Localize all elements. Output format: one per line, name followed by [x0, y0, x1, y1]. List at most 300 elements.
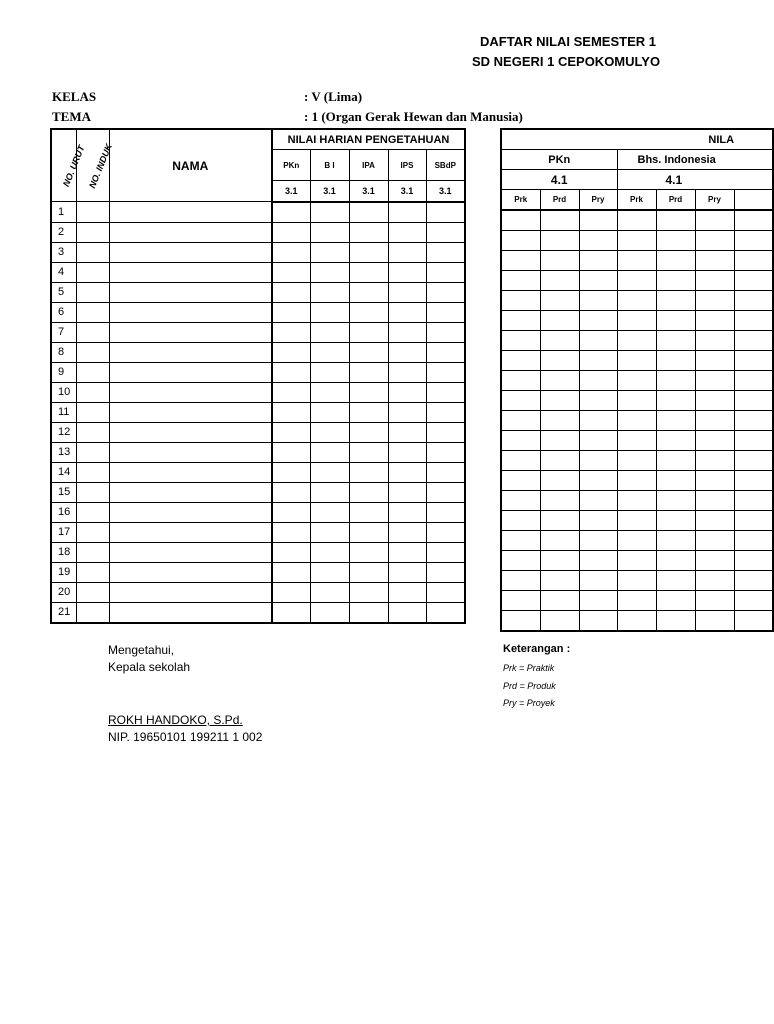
subcol-prk-2: Prk [617, 190, 656, 211]
grade-cell [656, 491, 695, 511]
grade-cell [310, 242, 349, 262]
table-row [501, 551, 773, 571]
grade-cell [579, 431, 617, 451]
grade-cell [734, 571, 773, 591]
grade-cell [310, 422, 349, 442]
grade-cell [734, 431, 773, 451]
grade-cell [695, 491, 734, 511]
no-induk-label: NO. INDUK [86, 141, 114, 190]
grade-cell [540, 331, 579, 351]
grade-cell [426, 422, 465, 442]
grade-cell [579, 391, 617, 411]
grade-cell [272, 202, 310, 223]
no-induk-cell [76, 542, 109, 562]
grade-cell [617, 551, 656, 571]
no-induk-cell [76, 482, 109, 502]
row-number: 20 [51, 582, 76, 602]
no-induk-cell [76, 382, 109, 402]
grade-cell [617, 471, 656, 491]
grade-cell [656, 231, 695, 251]
grade-cell [656, 351, 695, 371]
table-row [501, 351, 773, 371]
subcol-pry-2: Pry [695, 190, 734, 211]
kd-bi: 3.1 [310, 181, 349, 202]
table-row [51, 282, 465, 302]
grade-cell [272, 522, 310, 542]
grade-cell [734, 451, 773, 471]
table-row [51, 442, 465, 462]
grade-cell [734, 591, 773, 611]
nama-cell [109, 442, 272, 462]
no-induk-cell [76, 562, 109, 582]
grade-cell [734, 611, 773, 632]
grade-cell [656, 431, 695, 451]
grade-cell [388, 382, 426, 402]
grade-cell [349, 402, 388, 422]
subject-ips: IPS [388, 150, 426, 181]
table-row [501, 371, 773, 391]
subcol-prd-1: Prd [540, 190, 579, 211]
grade-cell [579, 511, 617, 531]
grade-cell [388, 262, 426, 282]
grade-cell [617, 431, 656, 451]
grade-cell [501, 331, 540, 351]
grade-cell [540, 391, 579, 411]
grade-cell [426, 242, 465, 262]
table-row [501, 471, 773, 491]
grade-cell [272, 282, 310, 302]
grade-cell [540, 571, 579, 591]
grade-cell [388, 362, 426, 382]
nama-cell [109, 362, 272, 382]
grade-cell [501, 351, 540, 371]
grade-cell [540, 451, 579, 471]
table-row [501, 451, 773, 471]
grade-cell [540, 431, 579, 451]
grade-cell [695, 551, 734, 571]
grade-cell [734, 251, 773, 271]
grade-cell [349, 362, 388, 382]
grade-cell [349, 302, 388, 322]
grade-cell [656, 331, 695, 351]
nama-cell [109, 582, 272, 602]
grade-cell [656, 251, 695, 271]
grade-cell [501, 611, 540, 632]
tema-label: TEMA [52, 109, 91, 124]
grade-cell [272, 302, 310, 322]
row-number: 16 [51, 502, 76, 522]
grade-cell [734, 371, 773, 391]
table-row [51, 262, 465, 282]
grade-cell [501, 251, 540, 271]
grade-cell [349, 242, 388, 262]
table-row [501, 411, 773, 431]
table-row [501, 331, 773, 351]
table-row [501, 611, 773, 632]
grade-cell [656, 210, 695, 231]
no-induk-cell [76, 502, 109, 522]
grade-cell [272, 482, 310, 502]
nama-cell [109, 402, 272, 422]
table-row [51, 562, 465, 582]
grade-cell [617, 371, 656, 391]
nama-cell [109, 502, 272, 522]
subcol-prk-1: Prk [501, 190, 540, 211]
grade-cell [695, 611, 734, 632]
nama-cell [109, 602, 272, 623]
grade-cell [579, 531, 617, 551]
no-induk-cell [76, 442, 109, 462]
kd-right-pkn: 4.1 [501, 170, 617, 190]
grade-cell [540, 231, 579, 251]
grade-cell [734, 551, 773, 571]
grade-cell [617, 291, 656, 311]
grade-cell [388, 222, 426, 242]
grade-cell [695, 371, 734, 391]
grade-cell [501, 371, 540, 391]
grade-cell [349, 382, 388, 402]
grade-cell [349, 422, 388, 442]
grade-cell [734, 271, 773, 291]
grade-cell [501, 471, 540, 491]
no-induk-cell [76, 582, 109, 602]
nama-cell [109, 202, 272, 223]
table-row [501, 531, 773, 551]
grade-cell [272, 262, 310, 282]
grade-cell [656, 311, 695, 331]
nama-cell [109, 542, 272, 562]
grade-cell [656, 531, 695, 551]
subject-bi: B I [310, 150, 349, 181]
signature-name: ROKH HANDOKO, S.Pd. [108, 713, 243, 727]
grade-cell [579, 351, 617, 371]
grade-cell [310, 262, 349, 282]
grade-cell [272, 322, 310, 342]
grade-cell [656, 391, 695, 411]
grade-cell [501, 491, 540, 511]
grade-cell [388, 242, 426, 262]
grade-cell [734, 531, 773, 551]
grade-cell [617, 531, 656, 551]
row-number: 8 [51, 342, 76, 362]
grade-cell [656, 471, 695, 491]
grade-cell [695, 291, 734, 311]
table-row [501, 291, 773, 311]
grade-cell [695, 271, 734, 291]
grade-cell [579, 331, 617, 351]
no-induk-cell [76, 262, 109, 282]
nama-cell [109, 522, 272, 542]
grade-cell [272, 462, 310, 482]
table-row [51, 322, 465, 342]
doc-title-line1: DAFTAR NILAI SEMESTER 1 [480, 34, 656, 49]
grade-cell [695, 331, 734, 351]
subject-right-pkn: PKn [501, 150, 617, 170]
grade-cell [349, 222, 388, 242]
grade-cell [617, 251, 656, 271]
grade-cell [426, 542, 465, 562]
grade-cell [540, 411, 579, 431]
grade-cell [695, 210, 734, 231]
grade-cell [734, 231, 773, 251]
grade-cell [656, 411, 695, 431]
grade-cell [695, 511, 734, 531]
grade-cell [349, 502, 388, 522]
grade-cell [310, 282, 349, 302]
row-number: 4 [51, 262, 76, 282]
nama-cell [109, 382, 272, 402]
grade-cell [388, 302, 426, 322]
grade-cell [695, 351, 734, 371]
grade-cell [540, 291, 579, 311]
grade-cell [272, 402, 310, 422]
grade-cell [734, 331, 773, 351]
table-row [501, 511, 773, 531]
grade-cell [426, 362, 465, 382]
grade-cell [310, 542, 349, 562]
table-row [51, 202, 465, 223]
grade-cell [579, 371, 617, 391]
grade-cell [617, 491, 656, 511]
row-number: 17 [51, 522, 76, 542]
grade-cell [734, 471, 773, 491]
grade-cell [349, 462, 388, 482]
grade-cell [734, 311, 773, 331]
grade-cell [349, 322, 388, 342]
table-row [501, 591, 773, 611]
table-row [51, 222, 465, 242]
grade-cell [388, 402, 426, 422]
grade-cell [579, 571, 617, 591]
table-row [51, 522, 465, 542]
grade-cell [695, 411, 734, 431]
table-row [51, 602, 465, 623]
signature-nip: NIP. 19650101 199211 1 002 [108, 730, 263, 744]
grade-cell [426, 582, 465, 602]
table-row [51, 582, 465, 602]
legend-title: Keterangan : [503, 643, 571, 655]
grade-cell [695, 571, 734, 591]
grade-cell [501, 311, 540, 331]
kd-right-bindo: 4.1 [617, 170, 773, 190]
grade-cell [501, 271, 540, 291]
table-row [51, 462, 465, 482]
grade-cell [579, 210, 617, 231]
grade-cell [426, 602, 465, 623]
grade-cell [579, 451, 617, 471]
table-row [51, 402, 465, 422]
nama-cell [109, 422, 272, 442]
grade-cell [388, 342, 426, 362]
subject-right-bindo: Bhs. Indonesia [617, 150, 773, 170]
grade-cell [617, 271, 656, 291]
grade-cell [617, 591, 656, 611]
grade-cell [501, 571, 540, 591]
grade-cell [349, 262, 388, 282]
no-induk-cell [76, 402, 109, 422]
grade-cell [388, 322, 426, 342]
grade-cell [656, 551, 695, 571]
grade-cell [501, 551, 540, 571]
grade-cell [501, 231, 540, 251]
grade-cell [501, 431, 540, 451]
grade-cell [695, 451, 734, 471]
grade-cell [617, 311, 656, 331]
grade-cell [617, 391, 656, 411]
grade-cell [540, 551, 579, 571]
grade-cell [426, 262, 465, 282]
no-induk-cell [76, 342, 109, 362]
grade-cell [310, 602, 349, 623]
table-row [51, 422, 465, 442]
row-number: 2 [51, 222, 76, 242]
grade-cell [540, 210, 579, 231]
grade-cell [349, 542, 388, 562]
signature-line1: Mengetahui, [108, 643, 175, 657]
subject-sbdp: SBdP [426, 150, 465, 181]
grade-cell [695, 231, 734, 251]
grade-cell [501, 531, 540, 551]
grade-cell [426, 222, 465, 242]
nama-cell [109, 242, 272, 262]
table-row [51, 482, 465, 502]
row-number: 19 [51, 562, 76, 582]
grade-cell [272, 342, 310, 362]
row-number: 6 [51, 302, 76, 322]
subject-pkn: PKn [272, 150, 310, 181]
grade-cell [426, 482, 465, 502]
header-nama: NAMA [109, 129, 272, 202]
grade-cell [310, 402, 349, 422]
grade-cell [656, 511, 695, 531]
grade-cell [426, 442, 465, 462]
grade-cell [388, 202, 426, 223]
grade-cell [388, 582, 426, 602]
grade-cell [272, 222, 310, 242]
kelas-value: : V (Lima) [304, 89, 363, 104]
grade-cell [617, 210, 656, 231]
grade-cell [540, 591, 579, 611]
grade-cell [388, 542, 426, 562]
grade-cell [734, 411, 773, 431]
grade-cell [310, 382, 349, 402]
nama-cell [109, 282, 272, 302]
row-number: 10 [51, 382, 76, 402]
grade-cell [426, 462, 465, 482]
grade-cell [617, 511, 656, 531]
nama-cell [109, 342, 272, 362]
grade-cell [579, 491, 617, 511]
grade-cell [272, 582, 310, 602]
grade-cell [272, 242, 310, 262]
table-row [501, 271, 773, 291]
row-number: 7 [51, 322, 76, 342]
grade-cell [501, 591, 540, 611]
grade-cell [310, 302, 349, 322]
row-number: 11 [51, 402, 76, 422]
table-row [501, 231, 773, 251]
grade-cell [310, 522, 349, 542]
grade-cell [272, 542, 310, 562]
grade-cell [579, 271, 617, 291]
grade-cell [656, 571, 695, 591]
table-row [51, 362, 465, 382]
kd-ips: 3.1 [388, 181, 426, 202]
grade-cell [734, 391, 773, 411]
grade-cell [540, 271, 579, 291]
table-row [501, 571, 773, 591]
grade-cell [695, 591, 734, 611]
grade-cell [579, 551, 617, 571]
kd-ipa: 3.1 [349, 181, 388, 202]
table-row [501, 311, 773, 331]
row-number: 14 [51, 462, 76, 482]
grade-cell [310, 502, 349, 522]
grade-cell [734, 351, 773, 371]
grade-cell [734, 210, 773, 231]
grade-cell [617, 331, 656, 351]
grade-cell [426, 282, 465, 302]
row-number: 9 [51, 362, 76, 382]
grade-cell [310, 462, 349, 482]
grade-cell [426, 382, 465, 402]
grade-cell [540, 471, 579, 491]
nama-cell [109, 562, 272, 582]
no-induk-cell [76, 282, 109, 302]
grade-cell [426, 302, 465, 322]
kd-sbdp: 3.1 [426, 181, 465, 202]
kd-pkn: 3.1 [272, 181, 310, 202]
grade-cell [656, 451, 695, 471]
nama-cell [109, 322, 272, 342]
nama-cell [109, 302, 272, 322]
grade-cell [695, 431, 734, 451]
grade-cell [388, 282, 426, 302]
grades-table-right [500, 128, 774, 632]
grade-cell [540, 531, 579, 551]
grades-table-right-viewport [500, 128, 734, 626]
grade-cell [501, 210, 540, 231]
table-row [51, 242, 465, 262]
grade-cell [272, 382, 310, 402]
grade-cell [426, 202, 465, 223]
grade-cell [540, 371, 579, 391]
grade-cell [617, 611, 656, 632]
table-row [51, 302, 465, 322]
nama-cell [109, 262, 272, 282]
grade-cell [349, 602, 388, 623]
grade-cell [426, 402, 465, 422]
no-induk-cell [76, 202, 109, 223]
no-induk-cell [76, 602, 109, 623]
subcol-prd-2: Prd [656, 190, 695, 211]
grade-cell [579, 611, 617, 632]
grade-cell [540, 351, 579, 371]
no-induk-cell [76, 522, 109, 542]
grade-cell [617, 231, 656, 251]
grade-cell [579, 591, 617, 611]
grade-cell [540, 311, 579, 331]
table-row [501, 431, 773, 451]
grade-cell [388, 482, 426, 502]
grade-cell [349, 562, 388, 582]
grade-cell [310, 442, 349, 462]
grade-cell [349, 442, 388, 462]
grade-cell [388, 502, 426, 522]
row-number: 5 [51, 282, 76, 302]
grade-cell [388, 602, 426, 623]
grade-cell [695, 311, 734, 331]
